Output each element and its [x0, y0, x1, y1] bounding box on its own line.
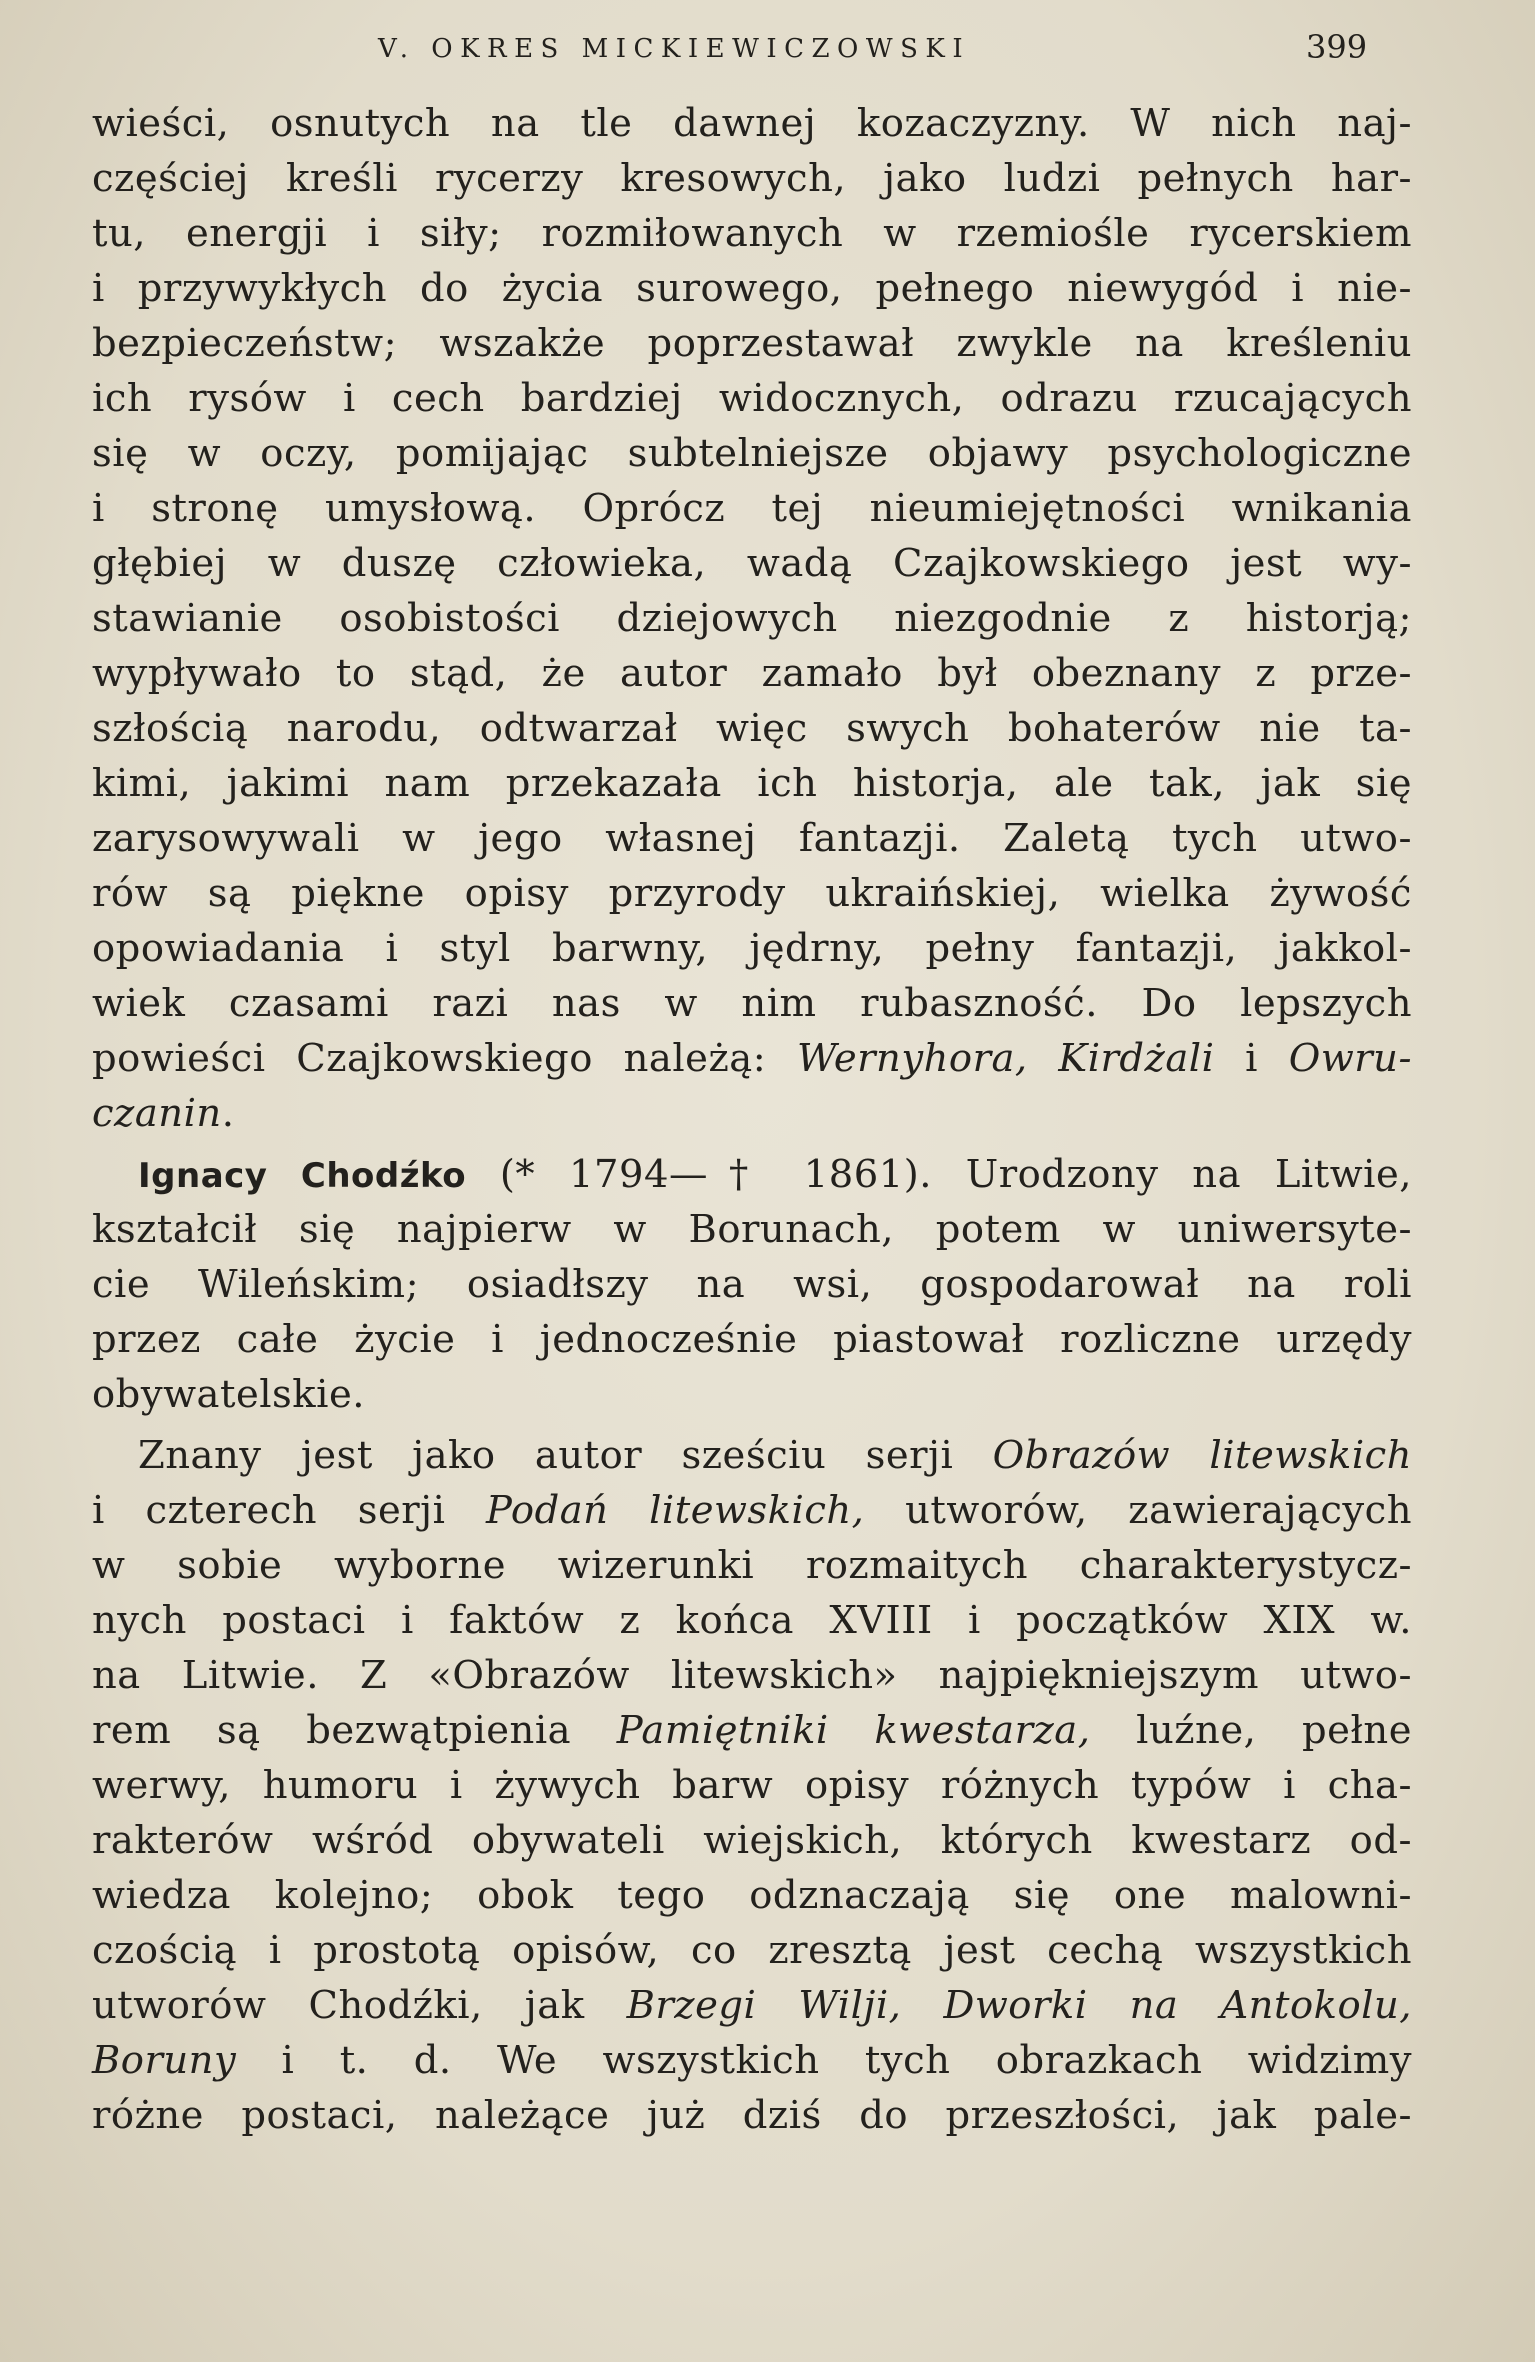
- text-line: [92, 1086, 1412, 1141]
- text-run: (* 1794—† 1861). Urodzony na Litwie,: [466, 1152, 1412, 1197]
- text-line: wieści, osnutych na tle dawnej kozaczyzny. W nich naj-: [92, 101, 1412, 146]
- text-line: [92, 1147, 1412, 1202]
- text-line: w sobie wyborne wizerunki rozmaitych charakterystycz-: [92, 1543, 1412, 1588]
- text-line: głębiej w duszę człowieka, wadą Czajkowskiego jest wy-: [92, 541, 1412, 586]
- page-number: 399: [1306, 28, 1368, 66]
- text-run: utworów, zawierających: [864, 1488, 1413, 1533]
- text-line: rakterów wśród obywateli wiejskich, których kwestarz od-: [92, 1818, 1412, 1863]
- book-title: Boruny: [92, 2038, 237, 2083]
- author-name: Ignacy Chodźko: [138, 1156, 467, 1196]
- text-line: wypływało to stąd, że autor zamało był obeznany z prze-: [92, 651, 1412, 696]
- text-run: luźne, pełne: [1090, 1708, 1412, 1753]
- book-title: Pamiętniki kwestarza,: [616, 1708, 1091, 1753]
- text-run: .: [221, 1091, 235, 1136]
- body-text: [92, 96, 1412, 2143]
- text-run: i czterech serji: [92, 1488, 487, 1533]
- text-line: obywatelskie.: [92, 1372, 365, 1417]
- text-line: [92, 1031, 1412, 1086]
- text-line: [92, 1428, 1412, 1483]
- text-line: tu, energji i siły; rozmiłowanych w rzemiośle rycerskiem: [92, 211, 1412, 256]
- text-line: wiek czasami razi nas w nim rubaszność. Do lepszych: [92, 981, 1412, 1026]
- text-run: rem są bezwątpienia: [92, 1708, 617, 1753]
- text-line: szłością narodu, odtwarzał więc swych bohaterów nie ta-: [92, 706, 1412, 751]
- text-line: przez całe życie i jednocześnie piastował rozliczne urzędy: [92, 1317, 1412, 1362]
- text-line: werwy, humoru i żywych barw opisy różnych typów i cha-: [92, 1763, 1412, 1808]
- text-run: Znany jest jako autor sześciu serji: [138, 1433, 993, 1478]
- text-line: wiedza kolejno; obok tego odznaczają się one malowni-: [92, 1873, 1412, 1918]
- text-run: powieści Czajkowskiego należą:: [92, 1036, 797, 1081]
- text-line: i stronę umysłową. Oprócz tej nieumiejętności wnikania: [92, 486, 1412, 531]
- running-head: V. OKRES MICKIEWICZOWSKI: [378, 34, 971, 64]
- book-title: Podań litewskich,: [486, 1488, 865, 1533]
- text-line: kształcił się najpierw w Borunach, potem w uniwersyte-: [92, 1207, 1412, 1252]
- text-line: [92, 1978, 1412, 2033]
- text-line: różne postaci, należące już dziś do przeszłości, jak pale-: [92, 2093, 1412, 2138]
- book-title: Brzegi Wilji, Dworki na Antokolu,: [626, 1983, 1412, 2028]
- text-line: cie Wileńskim; osiadłszy na wsi, gospodarował na roli: [92, 1262, 1412, 1307]
- text-run: i: [1214, 1036, 1289, 1081]
- text-line: się w oczy, pomijając subtelniejsze objawy psychologiczne: [92, 431, 1412, 476]
- book-title: Wernyhora, Kirdżali: [796, 1036, 1215, 1081]
- text-line: [92, 1703, 1412, 1758]
- text-line: kimi, jakimi nam przekazała ich historja, ale tak, jak się: [92, 761, 1412, 806]
- text-line: czością i prostotą opisów, co zresztą jest cechą wszystkich: [92, 1928, 1412, 1973]
- text-line: częściej kreśli rycerzy kresowych, jako ludzi pełnych har-: [92, 156, 1412, 201]
- text-run: i t. d. We wszystkich tych obrazkach widzimy: [236, 2038, 1412, 2083]
- text-line: [92, 2033, 1412, 2088]
- book-title: Owru-: [1288, 1036, 1412, 1081]
- text-line: i przywykłych do życia surowego, pełnego niewygód i nie-: [92, 266, 1412, 311]
- text-line: [92, 1483, 1412, 1538]
- text-line: bezpieczeństw; wszakże poprzestawał zwykle na kreśleniu: [92, 321, 1412, 366]
- book-title: Obrazów litewskich: [992, 1433, 1412, 1478]
- text-line: na Litwie. Z «Obrazów litewskich» najpiękniejszym utwo-: [92, 1653, 1412, 1698]
- text-line: rów są piękne opisy przyrody ukraińskiej, wielka żywość: [92, 871, 1412, 916]
- text-line: nych postaci i faktów z końca XVIII i początków XIX w.: [92, 1598, 1412, 1643]
- page-header: [0, 22, 1535, 82]
- text-line: zarysowywali w jego własnej fantazji. Zaletą tych utwo-: [92, 816, 1412, 861]
- text-line: opowiadania i styl barwny, jędrny, pełny fantazji, jakkol-: [92, 926, 1412, 971]
- book-title: czanin: [92, 1091, 222, 1136]
- text-line: ich rysów i cech bardziej widocznych, odrazu rzucających: [92, 376, 1412, 421]
- text-line: stawianie osobistości dziejowych niezgodnie z historją;: [92, 596, 1412, 641]
- text-run: utworów Chodźki, jak: [92, 1983, 627, 2028]
